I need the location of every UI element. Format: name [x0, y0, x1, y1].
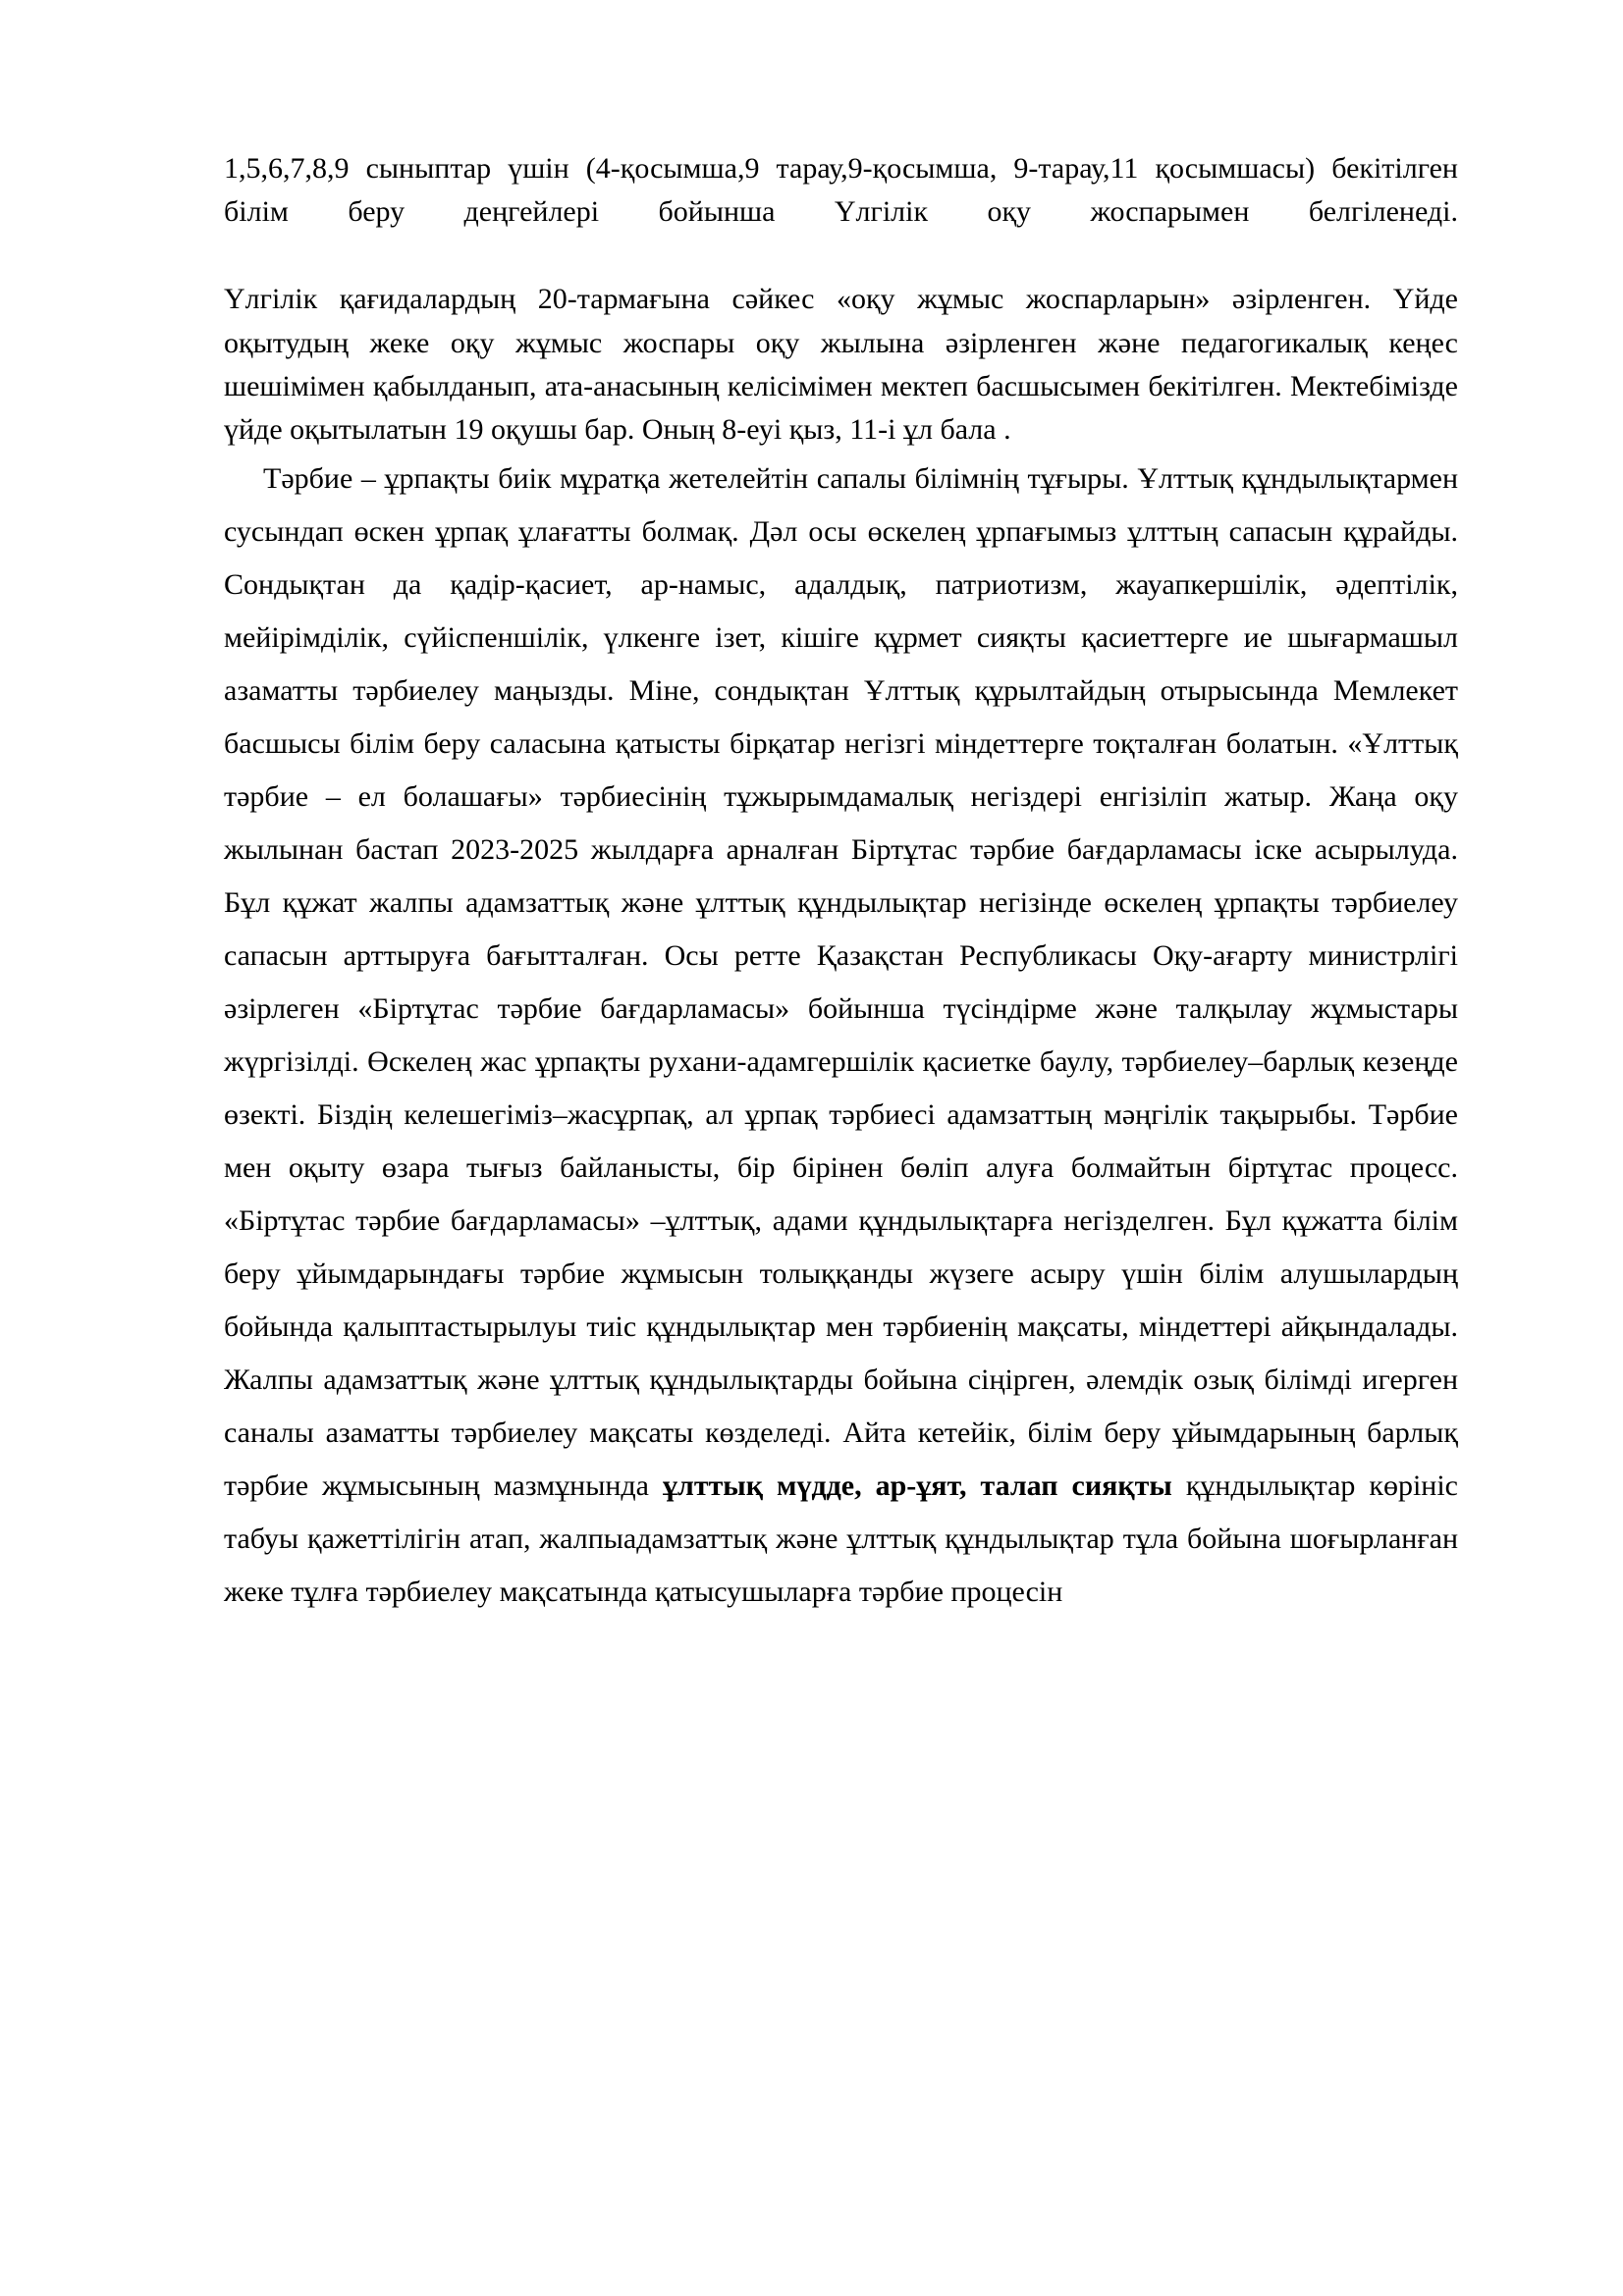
- paragraph-tarbie: [224, 453, 1458, 1619]
- paragraph-tarbie-part-1: Тәрбие – ұрпақты биік мұратқа жетелейтін сапалы білімнің тұғыры. Ұлттық құндылықтармен сусындап өскен ұрпақ ұлағатты болмақ. Дәл осы өскелең ұрпағымыз ұлттың сапасын құрайды. Сондықтан да қадір-қасиет, ар-намыс, адалдық, патриотизм, жауапкершілік, әдептілік, мейірімділік, сүйіспеншілік, үлкенге ізет, кішіге құрмет сияқты қасиеттерге ие шығармашыл азаматты тәрбиелеу маңызды. Міне, сондықтан Ұлттық құрылтайдың отырысында Мемлекет басшысы білім беру саласына қатысты бірқатар негізгі міндеттерге тоқталған болатын. «Ұлттық тәрбие – ел болашағы» тәрбиесінің тұжырымдамалық негіздері енгізіліп жатыр. Жаңа оқу жылынан бастап 2023-2025 жылдарға арналған Біртұтас тәрбие бағдарламасы іске асырылуда. Бұл құжат жалпы адамзаттық және ұлттық құндылықтар негізінде өскелең ұрпақты тәрбиелеу сапасын арттыруға бағытталған. Осы ретте Қазақстан Республикасы Оқу-ағарту министрлігі әзірлеген «Біртұтас тәрбие бағдарламасы» бойынша түсіндірме және талқылау жұмыстары жүргізілді. Өскелең жас ұрпақты рухани-адамгершілік қасиетке баулу, тәрбиелеу–барлық кезеңде өзекті. Біздің келешегіміз–жасұрпақ, ал ұрпақ тәрбиесі адамзаттың мәңгілік тақырыбы. Тәрбие мен оқыту өзара тығыз байланысты, бір бірінен бөліп алуға болмайтын біртұтас процесс. «Біртұтас тәрбие бағдарламасы» –ұлттық, адами құндылықтарға негізделген. Бұл құжатта білім беру ұйымдарындағы тәрбие жұмысын толыққанды жүзеге асыру үшін білім алушылардың бойында қалыптастырылуы тиіс құндылықтар мен тәрбиенің мақсаты, міндеттері айқындалады. Жалпы адамзаттық және ұлттық құндылықтарды бойына сіңірген, әлемдік озық білімді игерген саналы азаматты тәрбиелеу мақсаты көзделеді. Айта кетейік, білім беру ұйымдарының барлық тәрбие жұмысының мазмұнында: [224, 461, 1458, 1502]
- paragraph-tarbie-part-2: құндылықтар көрініс табуы қажеттілігін атап, жалпыадамзаттық және ұлттық құндылықтар тұла бойына шоғырланған жеке тұлға тәрбиелеу мақсатында қатысушыларға тәрбие процесін: [224, 1468, 1458, 1608]
- paragraph-tarbie-bold-values: ұлттық мүдде, ар-ұят, талап сияқты: [663, 1468, 1172, 1502]
- paragraph-home-schooling: Үлгілік қағидалардың 20-тармағына сәйкес «оқу жұмыс жоспарларын» әзірленген. Үйде оқытудың жеке оқу жұмыс жоспары оқу жылына әзірленген және педагогикалық кеңес шешімімен қабылданып, ата-анасының келісімімен мектеп басшысымен бекітілген. Мектебімізде үйде оқытылатын 19 оқушы бар. Оның 8-еуі қыз, 11-і ұл бала .: [224, 283, 1458, 447]
- document-body: [224, 147, 1458, 1619]
- paragraph-plan-levels: 1,5,6,7,8,9 сыныптар үшін (4-қосымша,9 тарау,9-қосымша, 9-тарау,11 қосымшасы) бекітілген білім беру деңгейлері бойынша Үлгілік оқу жоспарымен белгіленеді.: [224, 152, 1458, 229]
